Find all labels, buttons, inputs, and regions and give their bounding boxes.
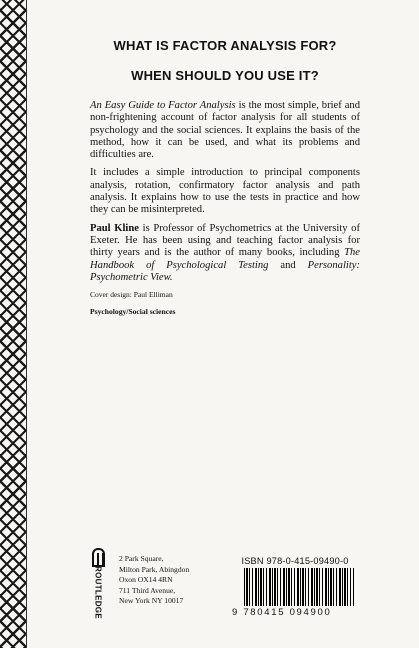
heading-what-is: WHAT IS FACTOR ANALYSIS FOR? — [113, 38, 337, 53]
author-bio-2: and — [268, 259, 308, 271]
blurb — [90, 100, 360, 324]
address-line: Oxon OX14 4RN — [119, 575, 173, 585]
publisher-address — [119, 554, 229, 607]
author-bio-1: is Professor of Psychometrics at the University of Exeter. He has been using and teaching factor analysis for thirty years and is the author of many books, including — [90, 222, 360, 259]
address-line: New York NY 10017 — [119, 596, 184, 606]
other-book-1: The Handbook of Psychological Testing — [90, 247, 360, 271]
barcode-bars — [244, 568, 354, 606]
contents-paragraph: It includes a simple introduction to principal components analysis, rotation, confirmatory factor analysis and path analysis. It explains how to use the tests in practice and how they can be misinterpreted. — [90, 167, 360, 216]
intro-paragraph — [90, 100, 360, 161]
address-line: 2 Park Square, — [119, 554, 164, 563]
isbn-barcode — [232, 556, 358, 618]
author-paragraph — [90, 223, 360, 284]
routledge-logo — [88, 548, 108, 619]
decorative-border — [0, 0, 27, 648]
cover-design-credit: Cover design: Paul Elliman — [90, 290, 173, 300]
barcode-digits: 9 780415 094900 — [232, 607, 332, 618]
book-title: An Easy Guide to Factor Analysis — [90, 100, 236, 111]
author-name: Paul Kline — [90, 222, 139, 234]
address-line: 711 Third Avenue, — [119, 585, 176, 595]
intro-text: is the most simple, brief and non-frightening account of factor analysis for all students of psychology and the social sciences. It explains the basis of the method, how it can be used, and what its problems and difficulties are. — [90, 100, 360, 161]
subject-category: Psychology/Social sciences — [90, 307, 176, 317]
other-book-2: Personality: Psychometric View. — [90, 259, 361, 283]
heading-when-to-use: WHEN SHOULD YOU USE IT? — [131, 68, 319, 83]
isbn-label: ISBN 978-0-415-09490-0 — [241, 556, 349, 566]
address-line: Milton Park, Abingdon — [119, 564, 190, 574]
logo-wordmark: ROUTLEDGE — [93, 566, 103, 619]
